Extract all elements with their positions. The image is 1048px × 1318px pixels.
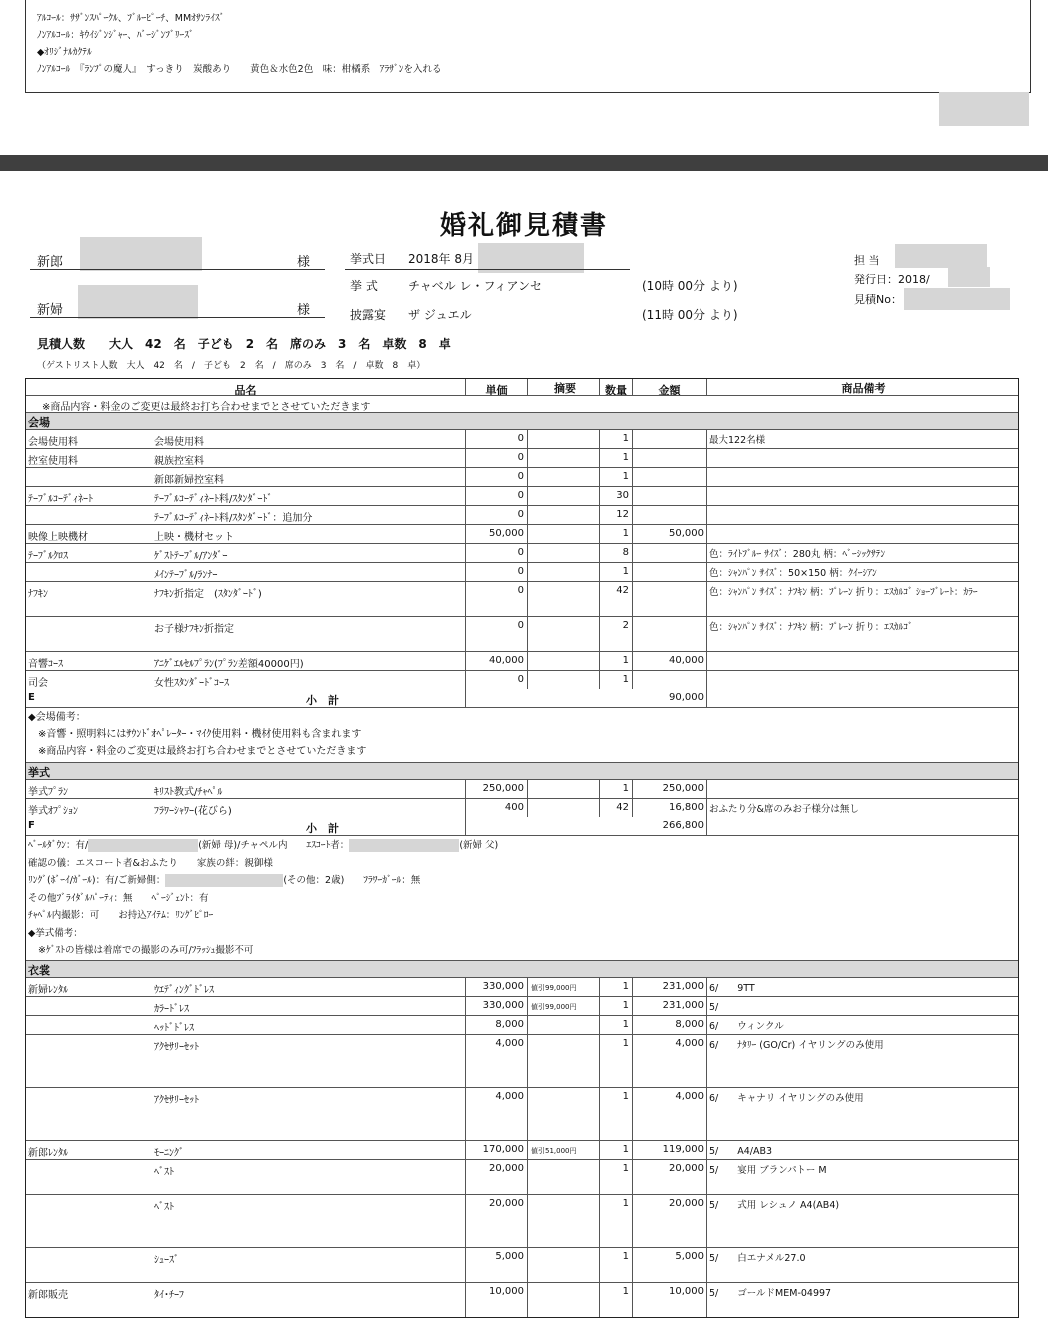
summary [527, 652, 599, 670]
quantity: 1 [599, 1141, 632, 1159]
quantity: 1 [599, 525, 632, 543]
header-remarks: 商品備考 [706, 379, 1018, 395]
redacted-block [939, 92, 1029, 126]
amount [632, 582, 706, 616]
table-row [26, 525, 1018, 544]
remarks: 5/ 式用 レシュノ A4(AB4) [706, 1195, 1018, 1247]
header-unit-price: 単価 [465, 379, 527, 395]
item-category [28, 506, 143, 524]
remarks [706, 780, 1018, 798]
table-row [26, 652, 1018, 671]
unit-price: 170,000 [465, 1141, 527, 1159]
item-category: 新郎販売 [28, 1290, 68, 1301]
unit-price: 0 [465, 582, 527, 616]
unit-price: 330,000 [465, 997, 527, 1015]
amount: 231,000 [632, 978, 706, 996]
header-amount: 金額 [632, 379, 706, 395]
unit-price: 400 [465, 799, 527, 817]
notice-row [26, 396, 1018, 413]
guest-list-count: （ゲストリスト人数 大人 42 名 / 子ども 2 名 / 席のみ 3 名 / 卓数 8 卓） [37, 361, 426, 371]
table-row [26, 563, 1018, 582]
summary [527, 544, 599, 562]
quantity: 42 [599, 582, 632, 616]
redacted-staff [895, 244, 987, 268]
drink-line: ｱﾙｺｰﾙ：ｻｻﾞﾝｽﾊﾟｰｸﾙ、ﾌﾞﾙｰﾋﾟｰﾁ、MMｵｻﾝﾗｲｽﾞ [37, 13, 225, 24]
quantity: 1 [599, 652, 632, 670]
summary [527, 430, 599, 448]
item-category [28, 563, 143, 581]
table-row [26, 487, 1018, 506]
groom-underline [30, 269, 325, 270]
reception-venue: ザ ジュエル [408, 308, 472, 322]
groom-label: 新郎 [37, 255, 64, 270]
summary: 値引51,000円 [527, 1141, 599, 1159]
unit-price: 0 [465, 430, 527, 448]
amount: 40,000 [632, 652, 706, 670]
amount: 4,000 [632, 1035, 706, 1087]
summary [527, 1088, 599, 1140]
item-name: ｳｴﾃﾞｨﾝｸﾞﾄﾞﾚｽ [154, 985, 214, 996]
amount [632, 487, 706, 505]
item-name: ﾓｰﾆﾝｸﾞ [154, 1148, 184, 1159]
remarks: 6/ ﾅﾀﾘｰ (GO/Cr) イヤリングのみ使用 [706, 1035, 1018, 1087]
groom-honorific: 様 [297, 255, 311, 270]
summary [527, 1283, 599, 1317]
costume-rows [26, 978, 1018, 1317]
table-row [26, 1016, 1018, 1035]
venue-rows [26, 430, 1018, 689]
item-name: ﾍｯﾄﾞﾄﾞﾚｽ [154, 1023, 194, 1034]
summary [527, 525, 599, 543]
remarks [706, 449, 1018, 467]
item-category: ﾅﾌｷﾝ [28, 589, 48, 600]
venue-subtotal-row: E 小 計 90,000 [26, 689, 1018, 708]
amount: 16,800 [632, 799, 706, 817]
summary [527, 671, 599, 689]
unit-price: 0 [465, 563, 527, 581]
issue-date-label: 発行日：2018/ [854, 273, 930, 286]
quantity: 1 [599, 468, 632, 486]
estimate-page [0, 171, 1048, 1299]
quantity: 1 [599, 1248, 632, 1282]
quantity: 30 [599, 487, 632, 505]
item-category [28, 1016, 143, 1034]
amount [632, 617, 706, 651]
header-quantity: 数量 [599, 379, 632, 395]
amount [632, 544, 706, 562]
amount: 250,000 [632, 780, 706, 798]
ceremony-time: (10時 00分 より) [642, 279, 738, 293]
amount: 50,000 [632, 525, 706, 543]
table-row [26, 1248, 1018, 1283]
amount [632, 468, 706, 486]
drink-line: ﾉﾝｱﾙｺｰﾙ 『ﾗﾝﾌﾟの魔人』 すっきり 炭酸あり 黄色＆水色2色 味：柑橘系 ｱﾗｻﾞﾝを入れる [37, 64, 442, 75]
page-title: 婚礼御見積書 [439, 211, 608, 241]
quantity: 1 [599, 1283, 632, 1317]
item-category: 音響ｺｰｽ [28, 659, 63, 670]
item-name: 女性ｽﾀﾝﾀﾞｰﾄﾞｺｰｽ [154, 678, 229, 689]
amount [632, 563, 706, 581]
table-row [26, 617, 1018, 652]
quantity: 12 [599, 506, 632, 524]
ceremony-subtotal-row: F 小 計 266,800 [26, 817, 1018, 836]
unit-price: 330,000 [465, 978, 527, 996]
amount: 231,000 [632, 997, 706, 1015]
remarks [706, 525, 1018, 543]
table-row [26, 468, 1018, 487]
amount [632, 506, 706, 524]
item-name: ｱｸｾｻﾘｰｾｯﾄ [154, 1042, 199, 1053]
remarks: 色：ﾗｲﾄﾌﾞﾙｰ ｻｲｽﾞ：280丸 柄：ﾍﾞｰｼｯｸｻﾃﾝ [706, 544, 1018, 562]
item-category [28, 997, 143, 1015]
item-category [28, 1160, 143, 1194]
remarks: 5/ 白エナメル27.0 [706, 1248, 1018, 1282]
remarks [706, 652, 1018, 670]
quantity: 1 [599, 1195, 632, 1247]
header-item: 品名 [234, 384, 257, 395]
redacted-name [349, 839, 459, 852]
unit-price: 8,000 [465, 1016, 527, 1034]
redacted-issue-date [948, 267, 990, 287]
reception-label: 披露宴 [350, 308, 387, 322]
remarks: 6/ ウィンクル [706, 1016, 1018, 1034]
item-name: お子様ﾅﾌｷﾝ折指定 [154, 624, 234, 635]
quantity: 1 [599, 563, 632, 581]
item-name: ﾌﾗﾜｰｼｬﾜｰ(花びら) [154, 806, 232, 817]
venue-notes: ◆会場備考： ※音響・照明料にはｻｳﾝﾄﾞｵﾍﾟﾚｰﾀｰ・ﾏｲｸ使用料・機材使用料も含まれます ※商品内容・料金のご変更は最終お打ち合わせまでとさせていただきます [26, 708, 1018, 763]
table-row [26, 799, 1018, 817]
staff-label: 担 当 [854, 254, 880, 267]
section-header-costume: 衣裳 [26, 961, 1018, 978]
item-category [28, 1088, 143, 1140]
quantity: 1 [599, 1088, 632, 1140]
drink-line: ◆ｵﾘｼﾞﾅﾙｶｸﾃﾙ [37, 47, 92, 58]
summary: 値引99,000円 [527, 997, 599, 1015]
unit-price: 5,000 [465, 1248, 527, 1282]
unit-price: 0 [465, 617, 527, 651]
item-category: 映像上映機材 [28, 532, 88, 543]
item-category: ﾃｰﾌﾞﾙｸﾛｽ [28, 551, 68, 562]
item-category: 司会 [28, 678, 48, 689]
remarks: 5/ A4/AB3 [706, 1141, 1018, 1159]
remarks: 6/ 9TT [706, 978, 1018, 996]
guest-count: 見積人数 大人 42 名 子ども 2 名 席のみ 3 名 卓数 8 卓 [37, 337, 451, 351]
unit-price: 10,000 [465, 1283, 527, 1317]
quantity: 1 [599, 449, 632, 467]
unit-price: 20,000 [465, 1195, 527, 1247]
amount [632, 449, 706, 467]
ceremony-venue: チャベル レ・フィアンセ [408, 279, 543, 293]
unit-price: 0 [465, 544, 527, 562]
unit-price: 0 [465, 671, 527, 689]
item-name: ﾒｲﾝﾃｰﾌﾞﾙ/ﾗﾝﾅｰ [154, 570, 218, 581]
page-separator [0, 155, 1048, 171]
table-row [26, 1195, 1018, 1248]
summary [527, 617, 599, 651]
quantity: 1 [599, 1160, 632, 1194]
table-row [26, 1035, 1018, 1088]
quantity: 1 [599, 1016, 632, 1034]
remarks: 色：ｼｬﾝﾊﾟﾝ ｻｲｽﾞ：50×150 柄：ｸｲｰｼｱﾝ [706, 563, 1018, 581]
item-name: ﾍﾞｽﾄ [154, 1167, 174, 1178]
table-row [26, 582, 1018, 617]
table-row [26, 430, 1018, 449]
table-header [26, 379, 1018, 396]
table-row [26, 506, 1018, 525]
table-row [26, 544, 1018, 563]
item-name: ﾃｰﾌﾞﾙｺｰﾃﾞｨﾈｰﾄ料/ｽﾀﾝﾀﾞｰﾄﾞ [154, 494, 273, 505]
previous-page-fragment [0, 0, 1048, 155]
date-underline [345, 269, 630, 270]
item-name: 上映・機材セット [154, 532, 234, 543]
summary [527, 468, 599, 486]
bride-honorific: 様 [297, 303, 311, 318]
item-name: ﾀｲ･ﾁｰﾌ [154, 1290, 184, 1301]
redacted-bride-name [78, 285, 198, 319]
ceremony-rows [26, 780, 1018, 817]
amount: 10,000 [632, 1283, 706, 1317]
unit-price: 20,000 [465, 1160, 527, 1194]
remarks: 5/ 宴用 ブランパトー M [706, 1160, 1018, 1194]
redacted-estimate-no [904, 288, 1010, 310]
section-header-ceremony: 挙式 [26, 763, 1018, 780]
item-name: 会場使用料 [154, 437, 204, 448]
summary [527, 1195, 599, 1247]
summary [527, 506, 599, 524]
unit-price: 50,000 [465, 525, 527, 543]
remarks: 6/ キャナリ イヤリングのみ使用 [706, 1088, 1018, 1140]
item-category: 新郎ﾚﾝﾀﾙ [28, 1148, 68, 1159]
ceremony-details: ﾍﾞｰﾙﾀﾞｳﾝ：有/ (新婦 母)/チャペル内 ｴｽｺｰﾄ者： (新婦 父) 確認の儀：エスコート者&おふたり 家族の絆：親御様 ﾘﾝｸﾞ(ﾎﾞｰｲ/ｶﾞｰﾙ)：有/ご新婦側： (その他：2歳) ﾌﾗﾜｰｶﾞｰﾙ：無 その他ﾌﾞﾗｲﾀﾞﾙﾊﾟｰﾃｨ：無 ﾍﾟｰｼﾞｪﾝﾄ：有 ﾁｬﾍﾟﾙ内撮影：可 お持込ｱｲﾃﾑ：ﾘﾝｸﾞﾋﾟﾛｰ ◆挙式備考： ※ｹﾞｽﾄの皆様は着席での撮影のみ可/ﾌﾗｯｼｭ撮影不可 [26, 836, 1018, 961]
quantity: 8 [599, 544, 632, 562]
notice-text: ※商品内容・料金のご変更は最終お打ち合わせまでとさせていただきます [42, 402, 371, 412]
reception-time: (11時 00分 より) [642, 308, 738, 322]
table-row [26, 780, 1018, 799]
quantity: 1 [599, 780, 632, 798]
item-name: ﾅﾌｷﾝ折指定 (ｽﾀﾝﾀﾞｰﾄﾞ) [154, 589, 262, 600]
quantity: 2 [599, 617, 632, 651]
item-category: 挙式ｵﾌﾟｼｮﾝ [28, 806, 78, 817]
remarks [706, 468, 1018, 486]
remarks [706, 671, 1018, 689]
table-row [26, 671, 1018, 689]
item-name: ﾍﾞｽﾄ [154, 1202, 174, 1213]
quantity: 42 [599, 799, 632, 817]
amount: 4,000 [632, 1088, 706, 1140]
estimate-table [25, 378, 1019, 1318]
amount [632, 671, 706, 689]
item-category [28, 1195, 143, 1247]
remarks: おふたり分&席のみお子様分は無し [706, 799, 1018, 817]
summary [527, 563, 599, 581]
table-row [26, 978, 1018, 997]
item-category: 新婦ﾚﾝﾀﾙ [28, 985, 68, 996]
redacted-name [88, 839, 198, 852]
item-category: 挙式ﾌﾟﾗﾝ [28, 787, 68, 798]
summary [527, 582, 599, 616]
item-category [28, 617, 143, 651]
item-name: ﾃｰﾌﾞﾙｺｰﾃﾞｨﾈｰﾄ料/ｽﾀﾝﾀﾞｰﾄﾞ：追加分 [154, 513, 313, 524]
remarks: 色：ｼｬﾝﾊﾟﾝ ｻｲｽﾞ：ﾅﾌｷﾝ 柄：ﾌﾟﾚｰﾝ 折り：ｴｽｶﾙｺﾞ ｼｮｰﾌﾞﾚｰﾄ：ｶﾗｰ [706, 582, 1018, 616]
item-category: 会場使用料 [28, 437, 78, 448]
summary [527, 1160, 599, 1194]
summary [527, 1035, 599, 1087]
amount: 8,000 [632, 1016, 706, 1034]
quantity: 1 [599, 430, 632, 448]
item-name: 親族控室料 [154, 456, 204, 467]
summary [527, 487, 599, 505]
redacted-name [165, 874, 283, 887]
unit-price: 0 [465, 468, 527, 486]
item-name: ｼｭｰｽﾞ [154, 1255, 179, 1266]
quantity: 1 [599, 978, 632, 996]
summary [527, 1016, 599, 1034]
unit-price: 40,000 [465, 652, 527, 670]
unit-price: 4,000 [465, 1088, 527, 1140]
bride-underline [30, 317, 325, 318]
summary: 値引99,000円 [527, 978, 599, 996]
remarks: 5/ [706, 997, 1018, 1015]
remarks: 最大122名様 [706, 430, 1018, 448]
summary [527, 1248, 599, 1282]
item-category [28, 1035, 143, 1087]
table-row [26, 1141, 1018, 1160]
item-category [28, 468, 143, 486]
unit-price: 0 [465, 487, 527, 505]
table-row [26, 1160, 1018, 1195]
table-row [26, 997, 1018, 1016]
item-name: 新郎新婦控室料 [154, 475, 224, 486]
ceremony-date-label: 挙式日 [350, 252, 387, 266]
section-header-venue: 会場 [26, 413, 1018, 430]
unit-price: 250,000 [465, 780, 527, 798]
estimate-no-label: 見積No： [854, 293, 902, 306]
item-name: ｹﾞｽﾄﾃｰﾌﾞﾙ/ｱﾝﾀﾞｰ [154, 551, 228, 562]
item-name: ｱﾆｹﾞｴﾙｾﾙﾌﾟﾗﾝ(ﾌﾟﾗﾝ差額40000円) [154, 659, 304, 670]
quantity: 1 [599, 1035, 632, 1087]
summary [527, 799, 599, 817]
redacted-groom-name [80, 237, 202, 271]
remarks: 色：ｼｬﾝﾊﾟﾝ ｻｲｽﾞ：ﾅﾌｷﾝ 柄：ﾌﾟﾚｰﾝ 折り：ｴｽｶﾙｺﾞ [706, 617, 1018, 651]
summary [527, 780, 599, 798]
item-category [28, 1248, 143, 1282]
amount [632, 430, 706, 448]
table-row [26, 1088, 1018, 1141]
item-name: ｶﾗｰﾄﾞﾚｽ [154, 1004, 189, 1015]
quantity: 1 [599, 671, 632, 689]
table-row [26, 1283, 1018, 1317]
quantity: 1 [599, 997, 632, 1015]
summary [527, 449, 599, 467]
drink-line: ﾉﾝｱﾙｺｰﾙ：ｷｳｲｼﾞﾝｼﾞｬｰ、ﾊﾞｰｼﾞﾝﾌﾞﾘｰｽﾞ [37, 30, 194, 41]
amount: 119,000 [632, 1141, 706, 1159]
item-name: ｷﾘｽﾄ教式/ﾁｬﾍﾟﾙ [154, 787, 223, 798]
unit-price: 0 [465, 506, 527, 524]
ceremony-date: 2018年 8月 [408, 252, 474, 266]
item-category: 控室使用料 [28, 456, 78, 467]
remarks: 5/ ゴールドMEM-04997 [706, 1283, 1018, 1317]
unit-price: 4,000 [465, 1035, 527, 1087]
unit-price: 0 [465, 449, 527, 467]
item-category: ﾃｰﾌﾞﾙｺｰﾃﾞｨﾈｰﾄ [28, 494, 93, 505]
amount: 20,000 [632, 1195, 706, 1247]
remarks [706, 506, 1018, 524]
item-name: ｱｸｾｻﾘｰｾｯﾄ [154, 1095, 199, 1106]
amount: 20,000 [632, 1160, 706, 1194]
table-row [26, 449, 1018, 468]
ceremony-label: 挙 式 [350, 279, 378, 293]
remarks [706, 487, 1018, 505]
header-summary: 摘要 [527, 379, 599, 395]
bride-label: 新婦 [37, 303, 64, 318]
amount: 5,000 [632, 1248, 706, 1282]
